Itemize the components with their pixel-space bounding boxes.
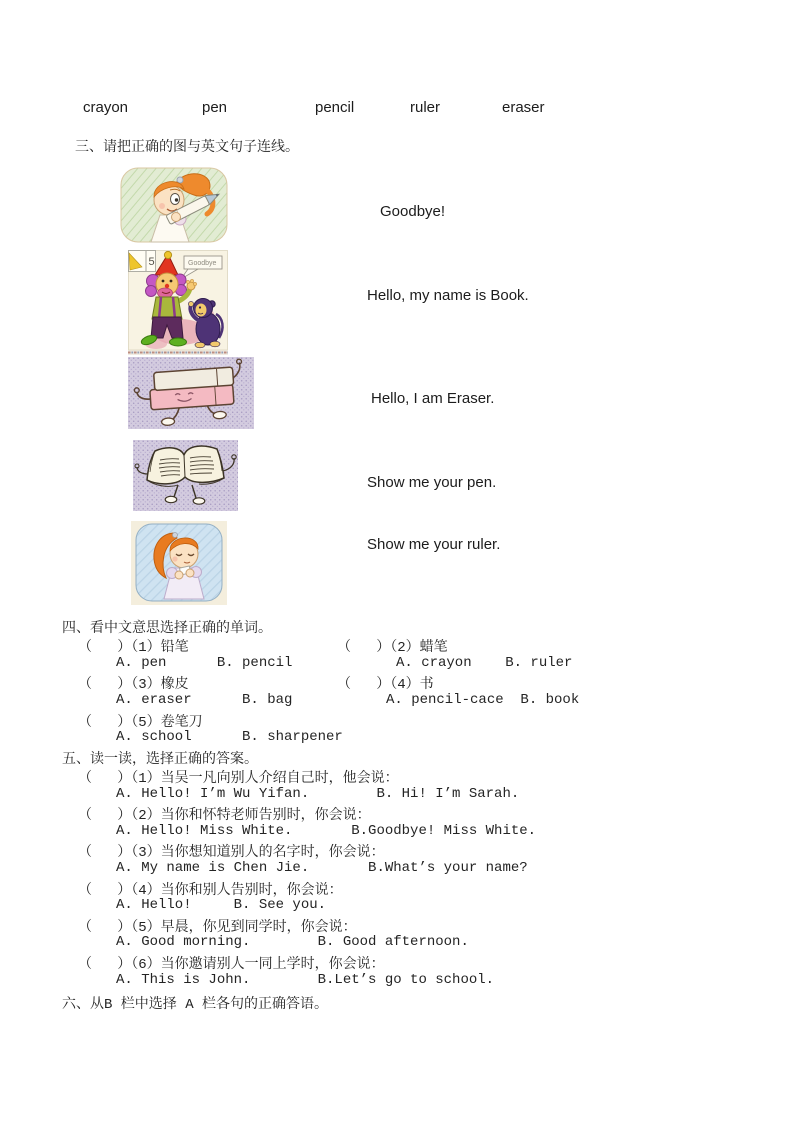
s4-q3: （ ）（3）橡皮 — [78, 677, 189, 693]
match-sentence-1: Goodbye! — [380, 203, 446, 220]
s5-q3-options: A. My name is Chen Jie. B.What’s your name? — [116, 860, 528, 876]
s5-q5-options: A. Good morning. B. Good afternoon. — [116, 934, 469, 950]
match-sentence-5: Show me your ruler. — [367, 536, 501, 553]
s4-q3-options: A. eraser B. bag — [116, 692, 293, 708]
s5-q3: （ ）（3）当你想知道别人的名字时，你会说： — [78, 845, 385, 861]
caption-strip — [128, 351, 228, 356]
section5-heading: 五、读一读，选择正确的答案。 — [62, 752, 258, 768]
s5-q2-options: A. Hello! Miss White. B.Goodbye! Miss White. — [116, 823, 537, 839]
match-sentence-3: Hello, I am Eraser. — [371, 390, 495, 407]
s5-q2: （ ）（2）当你和怀特老师告别时，你会说： — [78, 808, 371, 824]
clown-and-monkey-image — [128, 250, 228, 355]
s4-q4: （ ）（4）书 — [337, 677, 434, 693]
s4-q1-options: A. pen B. pencil — [116, 655, 293, 671]
s4-q2-options: A. crayon B. ruler — [396, 655, 573, 671]
s5-q1: （ ）（1）当吴一凡向别人介绍自己时，他会说： — [78, 771, 399, 787]
word-bank-ruler: ruler — [410, 99, 441, 116]
s5-q6-options: A. This is John. B.Let’s go to school. — [116, 972, 495, 988]
picture-number: 5 — [148, 256, 155, 268]
s4-q4-options: A. pencil-cace B. book — [386, 692, 580, 708]
s5-q6: （ ）（6）当你邀请别人一同上学时，你会说： — [78, 957, 385, 973]
section6-heading: 六、从B 栏中选择 A 栏各句的正确答语。 — [62, 997, 329, 1013]
section4-heading: 四、看中文意思选择正确的单词。 — [62, 621, 272, 637]
corner-number-box — [129, 251, 156, 272]
s4-q2: （ ）（2）蜡笔 — [337, 640, 448, 656]
word-bank-pen: pen — [202, 99, 228, 116]
eraser-cartoon-image — [128, 357, 254, 429]
speech-bubble-text: Goodbye — [188, 260, 217, 267]
word-bank-crayon: crayon — [83, 99, 129, 116]
book-cartoon-image — [133, 440, 238, 511]
s5-q5: （ ）（5）早晨，你见到同学时，你会说： — [78, 920, 357, 936]
girl-writing-image — [131, 521, 227, 605]
s5-q4: （ ）（4）当你和别人告别时，你会说： — [78, 883, 343, 899]
match-sentence-4: Show me your pen. — [367, 474, 497, 491]
girl-with-pencil-image — [120, 167, 228, 243]
match-sentence-2: Hello, my name is Book. — [367, 287, 529, 304]
s5-q4-options: A. Hello! B. See you. — [116, 897, 327, 913]
word-bank-eraser: eraser — [502, 99, 545, 116]
s4-q5-options: A. school B. sharpener — [116, 729, 343, 745]
s5-q1-options: A. Hello! I’m Wu Yifan. B. Hi! I’m Sarah. — [116, 786, 520, 802]
s4-q1: （ ）（1）铅笔 — [78, 640, 189, 656]
word-bank-pencil: pencil — [315, 99, 355, 116]
s4-q5: （ ）（5）卷笔刀 — [78, 715, 203, 731]
section3-heading: 三、请把正确的图与英文句子连线。 — [75, 140, 299, 156]
